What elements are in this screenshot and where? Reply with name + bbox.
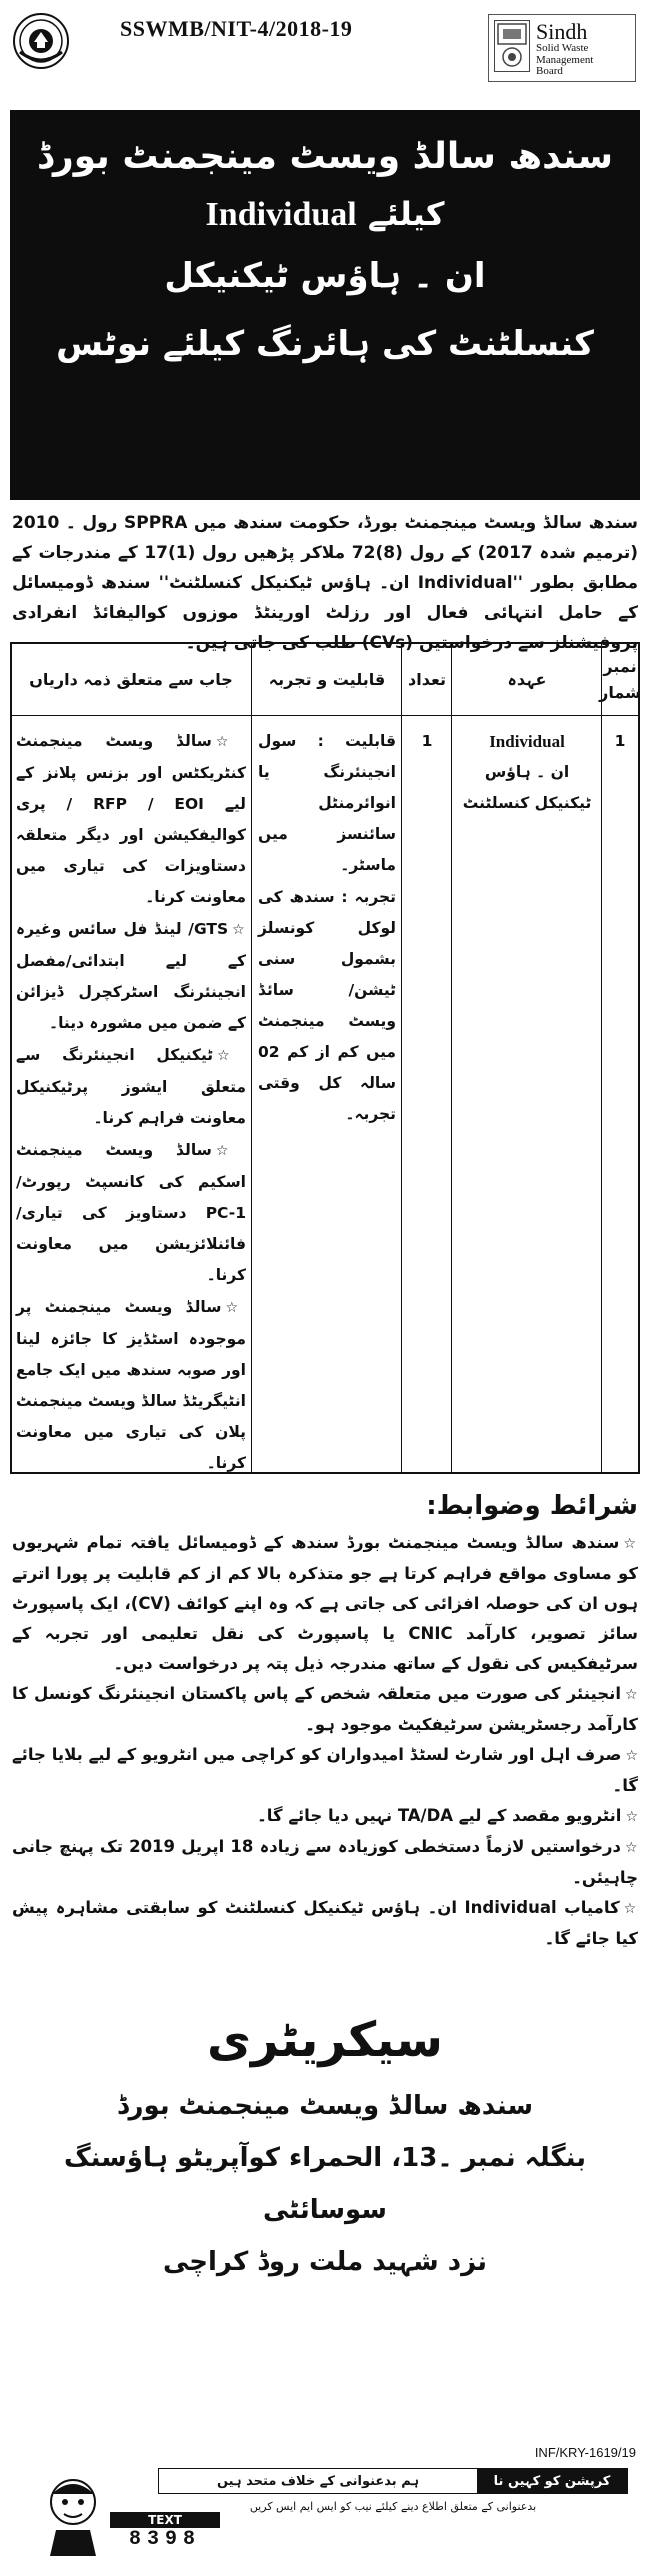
title-for: کیلئے — [367, 195, 445, 233]
star-icon: ☆ — [232, 922, 246, 938]
sms-number: 8398 — [128, 2528, 201, 2551]
list-item: ☆سالڈ ویسٹ مینجمنٹ پر موجودہ اسٹڈیز کا جائزہ لینا اور صوبہ سندھ میں ایک جامع انٹیگریٹڈ سالڈ ویسٹ مینجمنٹ پلان کی تیاری میں معاونت کرنا۔ — [16, 1298, 246, 1472]
terms-heading: شرائط وضوابط: — [426, 1491, 638, 1521]
table-header-row — [12, 644, 641, 716]
intro-paragraph: سندھ سالڈ ویسٹ مینجمنٹ بورڈ، حکومت سندھ میں SPPRA رول ۔ 2010 (ترمیم شدہ 2017) کے رول (8)72 ملاکر پڑھیں رول (1)17 کے مندرجات کے مطابق بطور ''Individual ان۔ ہاؤس ٹیکنیکل کنسلٹنٹ'' سندھ ڈومیسائل کے حامل انتہائی فعال اور رزلٹ اورینٹڈ موزوں کوالیفائڈ انفرادی پروفیشنلز سے درخواستیں (CVs) طلب کی جاتی ہیں۔ — [12, 513, 638, 653]
star-icon: ☆ — [625, 1748, 638, 1764]
positions-table — [10, 642, 640, 1474]
address-line-1: سندھ سالڈ ویسٹ مینجمنٹ بورڈ — [116, 2091, 534, 2121]
cell-position — [452, 726, 602, 819]
signature-block — [10, 2000, 640, 2288]
header-responsibilities: جاب سے متعلق ذمہ داریاں — [29, 670, 233, 689]
list-item: ☆صرف اہل اور شارٹ لسٹڈ امیدواران کو کراچی میں انٹرویو کے لیے بلایا جائے گا۔ — [12, 1745, 638, 1795]
header-serial: نمبر شمار — [599, 657, 641, 702]
logo-subtitle: Solid Waste Management — [536, 42, 594, 66]
cell-quantity: 1 — [421, 732, 433, 750]
star-icon: ☆ — [625, 1809, 638, 1825]
logo-name: Sindh — [536, 19, 588, 44]
footer — [10, 2462, 640, 2562]
title-block — [10, 110, 640, 500]
title-line-4: کنسلٹنٹ کی ہائرنگ کیلئے نوٹس — [56, 324, 594, 364]
list-item: ☆GTS/ لینڈ فل سائس وغیرہ کے لیے ابتدائی/مفصل انجینئرنگ اسٹرکچرل ڈیزائن کے ضمن میں مشورہ دینا۔ — [16, 920, 246, 1032]
logo-mark-icon — [494, 20, 530, 72]
list-item: ☆درخواستیں لازماً دستخطی کوزیادہ سے زیادہ 18 اپریل 2019 تک پہنچ جانی چاہیئں۔ — [12, 1837, 638, 1887]
reference-number: SSWMB/NIT-4/2018-19 — [120, 16, 353, 41]
title-line-3: ان ۔ ہاؤس ٹیکنیکل — [164, 256, 486, 296]
cell-responsibilities — [10, 726, 252, 1480]
list-item: ☆سندھ سالڈ ویسٹ مینجمنٹ بورڈ سندھ کے ڈومیسائل یافتہ تمام شہریوں کو مساوی مواقع فراہم کرتا ہے جو متذکرہ بالا کم از کم قابلیت پر پورا اترتے ہوں ان کی حوصلہ افزائی کی جاتی ہے کہ وہ اپنے کوائف (CV)، ایک پاسپورٹ سائز تصویر، کارآمد CNIC یا پاسپورٹ کی نقل تعلیمی اور تجربہ کے سرٹیفکیس کی نقول کے ساتھ مندرجہ ذیل پتہ پر درخواست دیں۔ — [12, 1533, 639, 1673]
board-logo — [488, 14, 636, 82]
terms-section — [12, 1484, 638, 1954]
star-icon: ☆ — [625, 1840, 638, 1856]
banner-right: کرپشن کو کہیں نا — [477, 2469, 627, 2493]
list-item: ☆ٹیکنیکل انجینئرنگ سے متعلق ایشوز پرٹیکنیکل معاونت فراہم کرنا۔ — [16, 1046, 246, 1127]
header-position: عہدہ — [507, 670, 547, 689]
title-individual: Individual — [205, 196, 357, 233]
star-icon: ☆ — [624, 1687, 638, 1703]
mascot-icon — [38, 2472, 108, 2556]
list-item: ☆سالڈ ویسٹ مینجمنٹ اسکیم کی کانسپٹ رپورٹ/ PC-1 دستاویز کی تیاری/ فائنلائزیشن میں معاونت کرنا۔ — [16, 1141, 246, 1284]
cell-position-ur: ان ۔ ہاؤس ٹیکنیکل کنسلٹنٹ — [462, 763, 592, 812]
terms-list — [12, 1528, 638, 1954]
signatory-title: سیکریٹری — [206, 2012, 444, 2068]
sms-box — [110, 2512, 220, 2552]
banner-left: ہم بدعنوانی کے خلاف متحد ہیں — [216, 2473, 420, 2489]
address-line-2: بنگلہ نمبر ۔13، الحمراء کوآپریٹو ہاؤسنگ سوسائٹی — [63, 2143, 587, 2225]
cell-qualification — [252, 726, 402, 1131]
cell-position-en: Individual — [489, 732, 565, 751]
anti-corruption-banner — [158, 2468, 628, 2494]
experience-text: تجربہ : سندھ کی لوکل کونسلز بشمول سنی ٹیشن/ سائڈ ویسٹ مینجمنٹ میں کم از کم 02 سالہ کل وقتی تجربہ۔ — [258, 888, 396, 1123]
star-icon: ☆ — [623, 1901, 638, 1917]
header-qualification: قابلیت و تجربہ — [268, 670, 386, 689]
title-line-2 — [24, 186, 626, 243]
logo-subtitle-2: Board — [536, 65, 563, 78]
header-quantity: تعداد — [408, 670, 446, 689]
star-icon: ☆ — [225, 1300, 246, 1316]
title-line-1: سندھ سالڈ ویسٹ مینجمنٹ بورڈ — [36, 136, 614, 177]
star-icon: ☆ — [217, 1048, 246, 1064]
list-item: ☆انٹرویو مقصد کے لیے TA/DA نہیں دیا جائے گا۔ — [257, 1806, 638, 1825]
star-icon: ☆ — [215, 734, 246, 750]
inf-number: INF/KRY-1619/19 — [534, 2445, 636, 2460]
address-line-3: نزد شہید ملت روڈ کراچی — [162, 2247, 488, 2277]
list-item: ☆سالڈ ویسٹ مینجمنٹ کنٹریکٹس اور بزنس پلانز کے لیے RFP / EOI / پری کوالیفکیشن اور دیگر متعلقہ دستاویزات کی تیاری میں معاونت کرنا۔ — [16, 732, 247, 906]
star-icon: ☆ — [215, 1143, 246, 1159]
header — [10, 8, 640, 104]
list-item: ☆انجینئر کی صورت میں متعلقہ شخص کے پاس پاکستان انجینئرنگ کونسل کا کارآمد رجسٹریشن سرٹیفکیٹ موجود ہو۔ — [12, 1684, 638, 1734]
government-seal-icon — [12, 12, 70, 70]
star-icon: ☆ — [623, 1536, 638, 1552]
cell-serial: 1 — [614, 732, 626, 750]
list-item: ☆کامیاب Individual ان۔ ہاؤس ٹیکنیکل کنسلٹنٹ کو سابقتی مشاہرہ پیش کیا جائے گا۔ — [12, 1898, 638, 1948]
sms-label: TEXT — [110, 2512, 220, 2528]
banner-subtext: بدعنوانی کے متعلق اطلاع دینے کیلئے نیب کو ایس ایم ایس کریں — [249, 2500, 537, 2513]
qualification-text: قابلیت : سول انجینئرنگ یا انوائرمنٹل سائنسز میں ماسٹر۔ — [258, 732, 396, 874]
